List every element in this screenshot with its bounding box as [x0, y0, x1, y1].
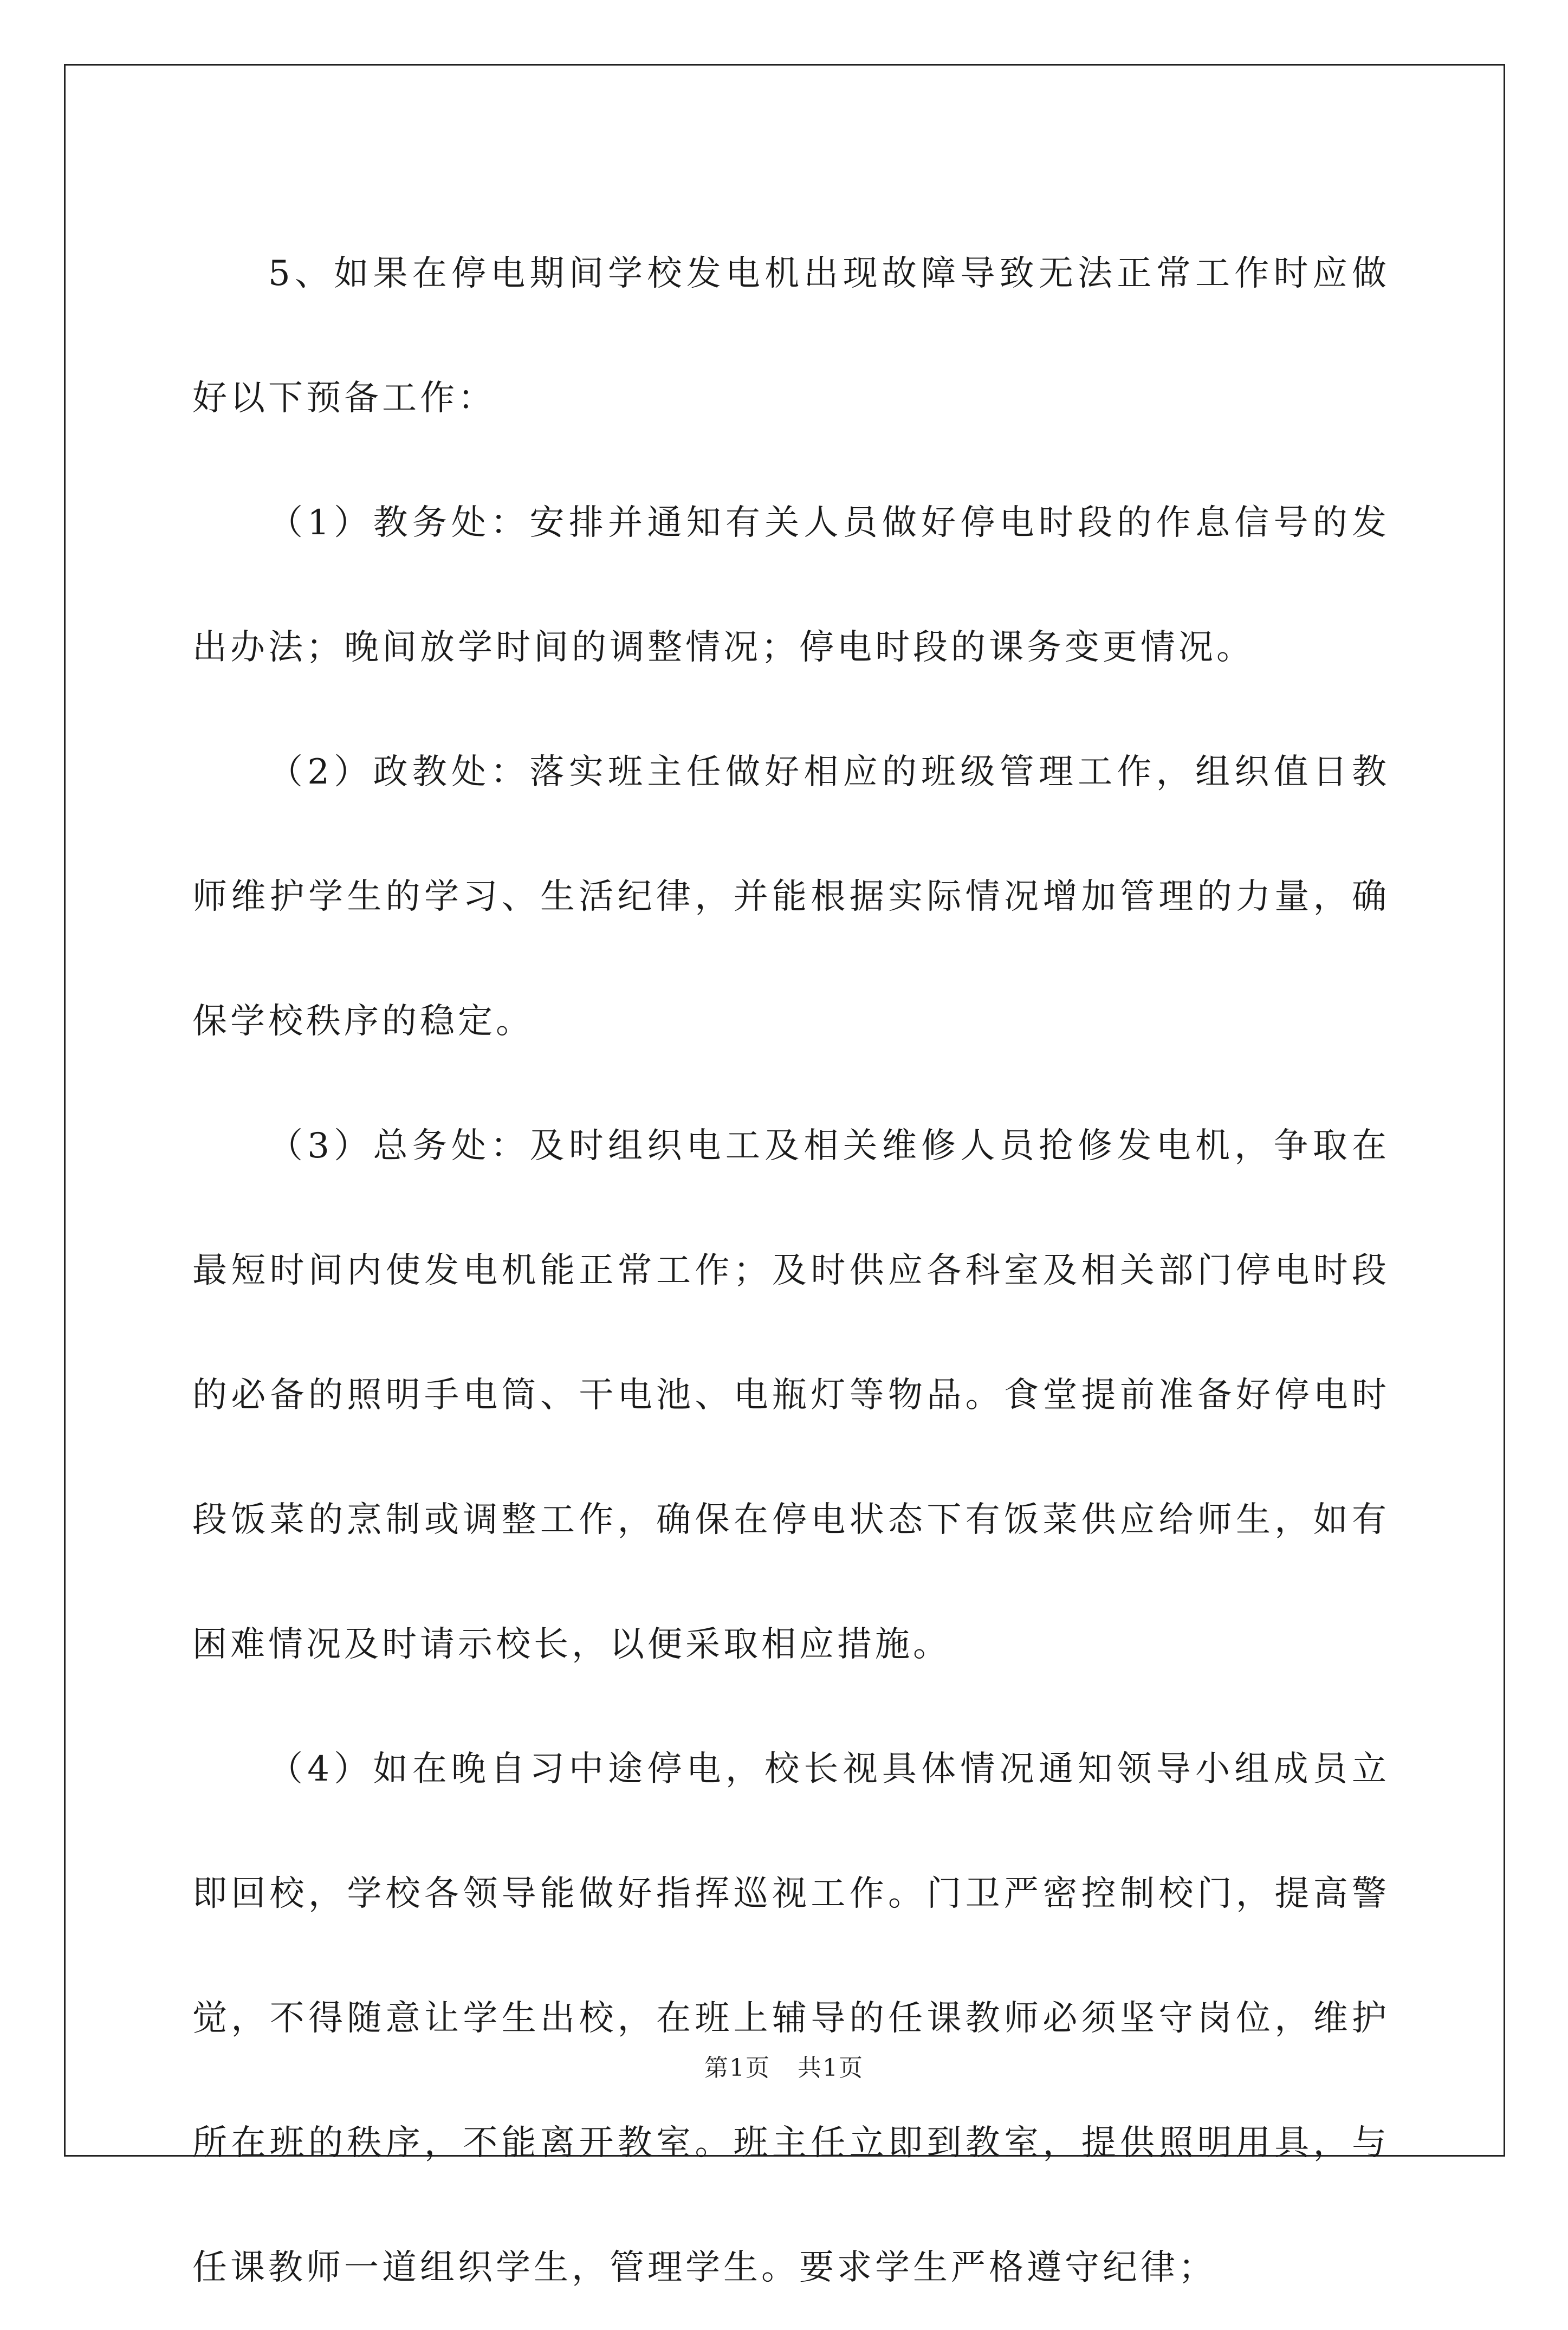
paragraph-political-education: （2）政教处：落实班主任做好相应的班级管理工作，组织值日教师维护学生的学习、生活纪律，并能根据实际情况增加管理的力量，确保学校秩序的稳定。: [192, 752, 1390, 1041]
paragraph-general-affairs: （3）总务处：及时组织电工及相关维修人员抢修发电机，争取在最短时间内使发电机能正常工作；及时供应各科室及相关部门停电时段的必备的照明手电筒、干电池、电瓶灯等物品。食堂提前准备好停电时段饭菜的烹制或调整工作，确保在停电状态下有饭菜供应给师生，如有困难情况及时请示校长，以便采取相应措施。: [192, 1126, 1390, 1665]
paragraph-academic-affairs: （1）教务处：安排并通知有关人员做好停电时段的作息信号的发出办法；晚间放学时间的调整情况；停电时段的课务变更情况。: [192, 503, 1390, 668]
paragraph-evening-study-outage: （4）如在晚自习中途停电，校长视具体情况通知领导小组成员立即回校，学校各领导能做好指挥巡视工作。门卫严密控制校门，提高警觉，不得随意让学生出校，在班上辅导的任课教师必须坚守岗位，维护所在班的秩序，不能离开教室。班主任立即到教室，提供照明用具，与任课教师一道组织学生，管理学生。要求学生严格遵守纪律；: [192, 1749, 1390, 2288]
paragraph-generator-failure: 5、如果在停电期间学校发电机出现故障导致无法正常工作时应做好以下预备工作：: [192, 254, 1390, 418]
page-number-current: 第1页: [704, 2054, 770, 2082]
document-body: [192, 211, 1390, 2330]
page-number-total: 共1页: [798, 2054, 864, 2082]
page-footer: [0, 2048, 1568, 2083]
